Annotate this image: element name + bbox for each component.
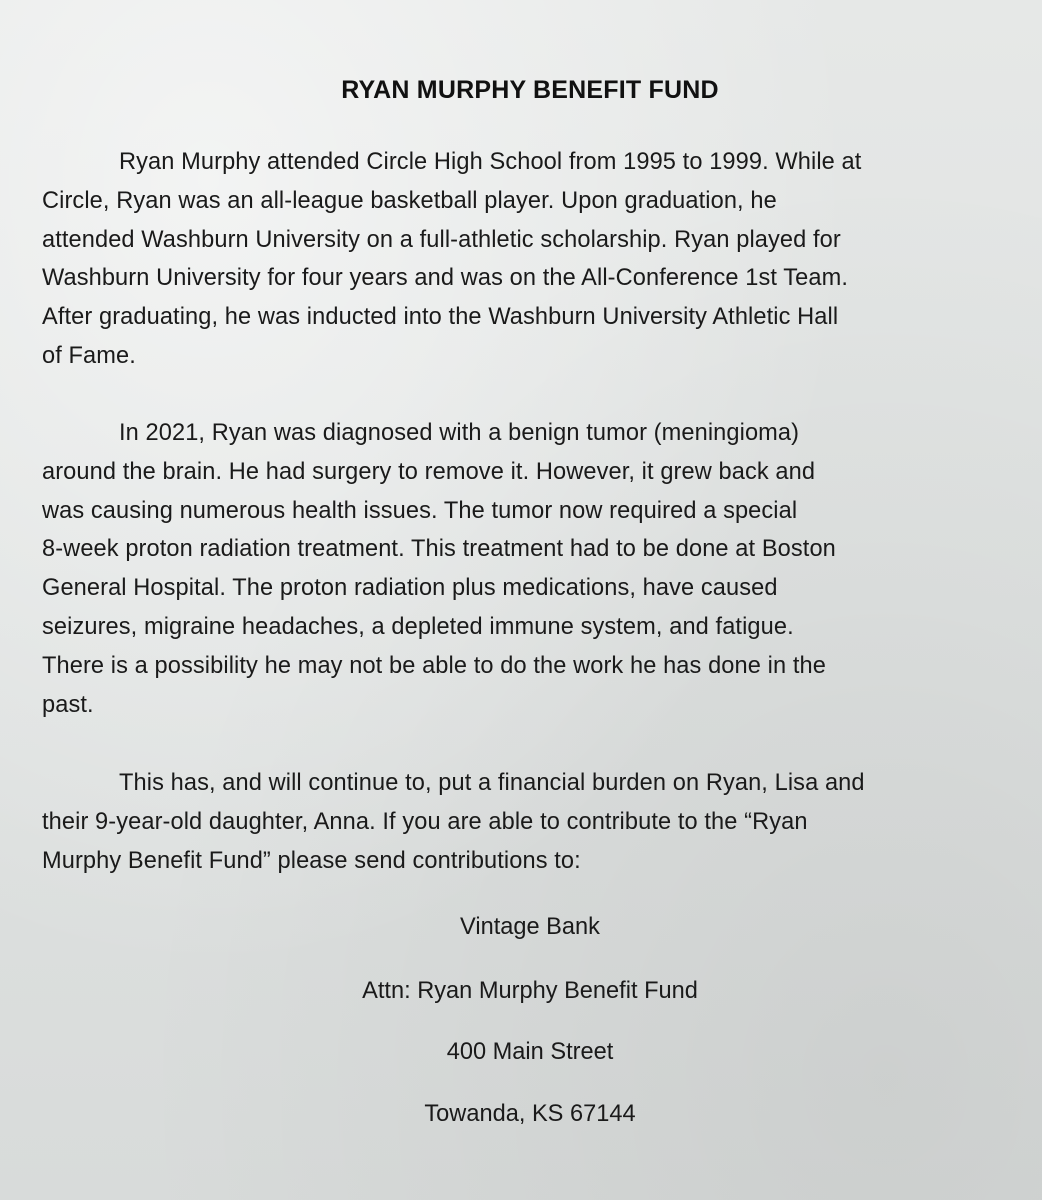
paragraph-line: of Fame. — [42, 342, 136, 369]
paragraph-line: around the brain. He had surgery to remove it. However, it grew back and — [42, 458, 816, 485]
document-title: RYAN MURPHY BENEFIT FUND — [341, 76, 719, 104]
paragraph-line: There is a possibility he may not be able to do the work he has done in the — [42, 652, 826, 679]
paragraph-line: seizures, migraine headaches, a depleted immune system, and fatigue. — [42, 613, 794, 640]
address-city: Towanda, KS 67144 — [424, 1101, 636, 1127]
paragraph-line: Ryan Murphy attended Circle High School from 1995 to 1999. While at — [119, 149, 862, 175]
paragraph-line: their 9-year-old daughter, Anna. If you are able to contribute to the “Ryan — [42, 808, 808, 835]
paragraph-line: Circle, Ryan was an all-league basketball player. Upon graduation, he — [42, 187, 777, 214]
paragraph-line: General Hospital. The proton radiation plus medications, have caused — [42, 575, 778, 602]
paragraph-background — [42, 143, 1012, 376]
paragraph-diagnosis — [42, 414, 1012, 724]
paragraph-line: This has, and will continue to, put a financial burden on Ryan, Lisa and — [119, 770, 865, 796]
paragraph-line: attended Washburn University on a full-athletic scholarship. Ryan played for — [42, 226, 841, 253]
paragraph-line: Murphy Benefit Fund” please send contributions to: — [42, 847, 581, 874]
paragraph-line: past. — [42, 691, 94, 718]
paragraph-line: Washburn University for four years and was on the All-Conference 1st Team. — [42, 265, 849, 292]
paragraph-line: In 2021, Ryan was diagnosed with a benign tumor (meningioma) — [119, 420, 800, 446]
address-street: 400 Main Street — [446, 1039, 614, 1065]
address-attn: Attn: Ryan Murphy Benefit Fund — [362, 978, 698, 1004]
paragraph-line: was causing numerous health issues. The tumor now required a special — [42, 497, 798, 524]
address-bank: Vintage Bank — [460, 914, 600, 940]
paragraph-line: After graduating, he was inducted into the Washburn University Athletic Hall — [42, 304, 839, 331]
paragraph-contribution — [42, 764, 1012, 880]
paragraph-line: 8-week proton radiation treatment. This treatment had to be done at Boston — [42, 536, 836, 563]
